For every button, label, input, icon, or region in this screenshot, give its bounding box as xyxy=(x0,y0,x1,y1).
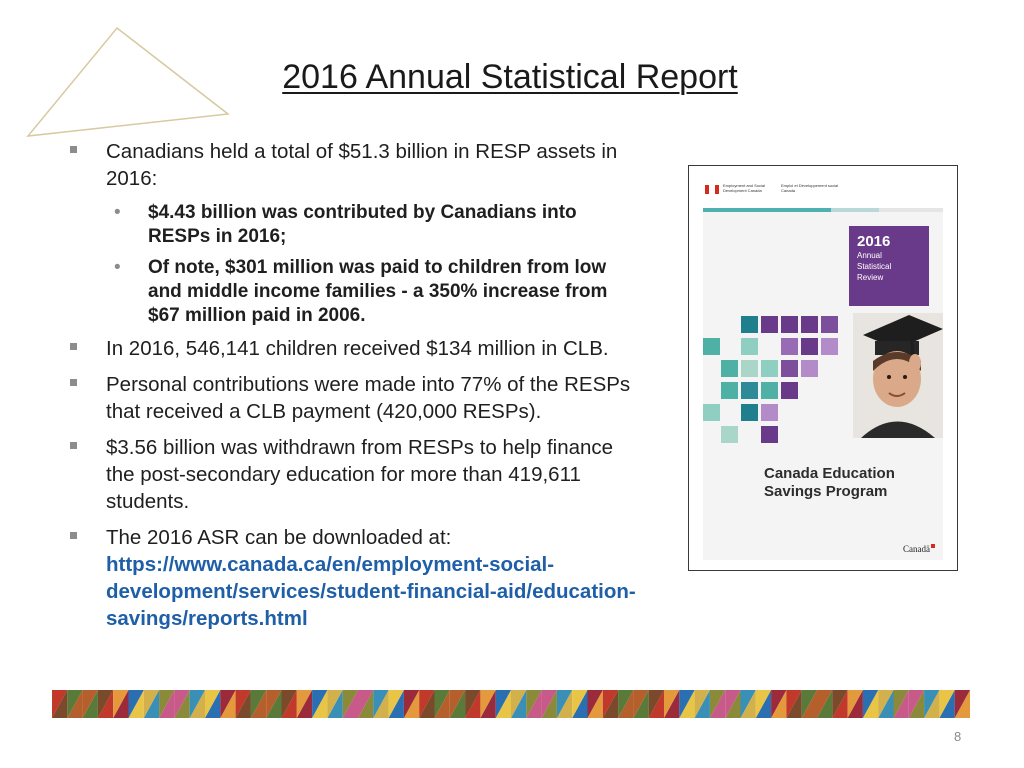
mosaic-square xyxy=(761,404,778,421)
bullet-text: The 2016 ASR can be downloaded at: xyxy=(106,526,452,549)
review-year: 2016 xyxy=(857,233,891,250)
mosaic-square xyxy=(821,316,838,333)
mosaic-square xyxy=(741,360,758,377)
mosaic-square xyxy=(761,316,778,333)
bullet-text: Canadians held a total of $51.3 billion in RESP assets in 2016: xyxy=(106,140,618,190)
square-bullet-icon xyxy=(70,442,77,449)
square-bullet-icon xyxy=(70,343,77,350)
sub-bullet-item xyxy=(66,256,636,328)
department-name-fr: Emploi et Développement social Canada xyxy=(781,183,839,193)
page-number: 8 xyxy=(954,729,962,744)
canada-flag-icon xyxy=(705,185,719,194)
department-name-en: Employment and Social Development Canada xyxy=(723,183,766,193)
mosaic-square xyxy=(761,360,778,377)
mosaic-square xyxy=(781,360,798,377)
mosaic-square xyxy=(821,338,838,355)
sub-bullet-list xyxy=(66,201,636,328)
mosaic-square xyxy=(741,338,758,355)
bullet-item xyxy=(66,335,636,362)
bullet-text: Personal contributions were made into 77% of the RESPs that received a CLB payment (420,000 RESPs). xyxy=(106,373,631,423)
annual-review-box xyxy=(849,226,929,306)
program-title-line: Savings Program xyxy=(764,483,888,500)
sub-bullet-item xyxy=(66,201,636,249)
program-title-line: Canada Education xyxy=(764,465,895,482)
square-bullet-icon xyxy=(70,146,77,153)
review-line: Review xyxy=(857,273,884,282)
mosaic-square xyxy=(801,338,818,355)
sub-bullet-text: Of note, $301 million was paid to children from low and middle income families - a 350% increase from $67 million paid in 2006. xyxy=(148,257,608,326)
cover-band xyxy=(703,208,831,212)
bullet-list xyxy=(66,138,636,641)
bullet-item xyxy=(66,138,636,192)
mosaic-square xyxy=(741,316,758,333)
cover-band xyxy=(879,208,943,212)
mosaic-square xyxy=(801,360,818,377)
program-title xyxy=(764,465,895,501)
mosaic-square xyxy=(741,382,758,399)
mosaic-square xyxy=(721,382,738,399)
mosaic-square xyxy=(781,316,798,333)
mosaic-square xyxy=(801,316,818,333)
slide-title: 2016 Annual Statistical Report xyxy=(282,58,738,96)
mosaic-square xyxy=(703,404,720,421)
bullet-item xyxy=(66,434,636,515)
mosaic-square xyxy=(781,382,798,399)
mosaic-square xyxy=(761,426,778,443)
cover-header xyxy=(703,178,943,208)
mosaic-square xyxy=(703,338,720,355)
canada-wordmark: Canadä xyxy=(903,544,935,554)
review-line: Statistical xyxy=(857,262,892,271)
mosaic-square xyxy=(781,338,798,355)
square-bullet-icon xyxy=(70,379,77,386)
cover-band xyxy=(831,208,879,212)
decorative-footer-strip xyxy=(52,690,972,718)
dot-bullet-icon: • xyxy=(114,202,121,223)
report-cover-image xyxy=(688,165,958,571)
bullet-item xyxy=(66,371,636,425)
bullet-item xyxy=(66,524,636,632)
bullet-text: In 2016, 546,141 children received $134 million in CLB. xyxy=(106,337,609,360)
mosaic-square xyxy=(721,426,738,443)
square-bullet-icon xyxy=(70,532,77,539)
graduate-photo xyxy=(853,313,943,438)
report-download-link[interactable]: https://www.canada.ca/en/employment-social-development/services/student-financial-aid/education-savings/reports.html xyxy=(106,553,636,630)
bullet-text: $3.56 billion was withdrawn from RESPs to help finance the post-secondary education for more than 419,611 students. xyxy=(106,436,614,513)
dot-bullet-icon: • xyxy=(114,257,121,278)
sub-bullet-text: $4.43 billion was contributed by Canadians into RESPs in 2016; xyxy=(148,202,577,247)
mosaic-square xyxy=(761,382,778,399)
mosaic-square xyxy=(721,360,738,377)
report-cover xyxy=(703,178,943,560)
mosaic-square xyxy=(741,404,758,421)
wordmark-flag-icon xyxy=(931,544,935,548)
review-line: Annual xyxy=(857,251,882,260)
